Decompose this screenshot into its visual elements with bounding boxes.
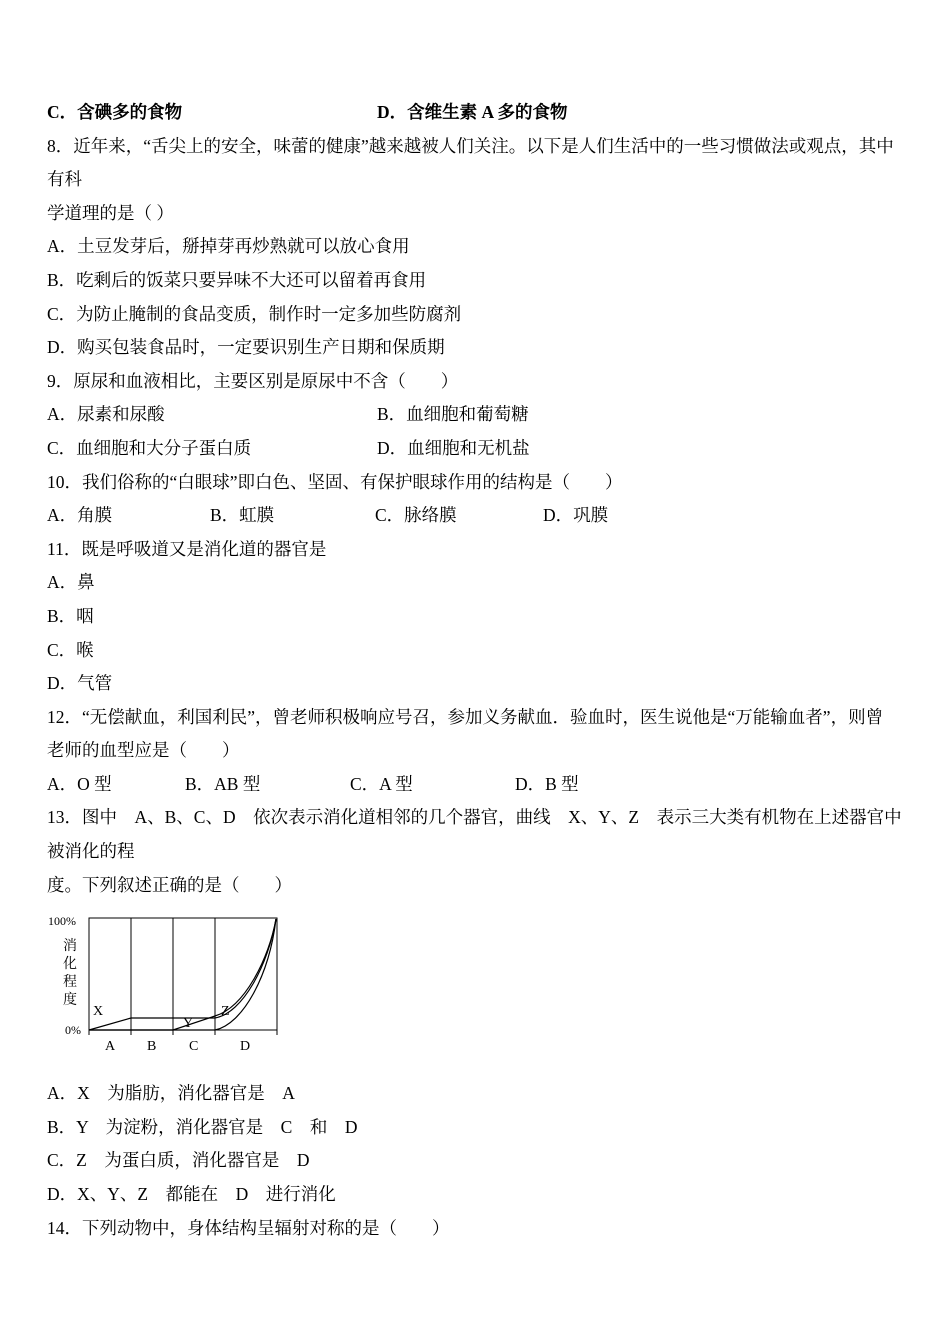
x-label-d: D [240,1039,251,1055]
ylabel-char-4: 度 [63,993,77,1009]
q12-stem-line1: 12．“无偿献血，利国利民”，曾老师积极响应号召，参加义务献血．验血时，医生说他是“万能输血者”，则曾 [47,706,884,727]
q10-option-b: B．虹膜 [210,505,275,526]
curve-y [89,919,276,1030]
curve-x [89,919,276,1030]
q13-stem-line2: 度。下列叙述正确的是（ ） [47,874,292,895]
q9-options-row1 [47,398,905,432]
q11-stem: 11．既是呼吸道又是消化道的器官是 [47,538,327,559]
q13-option-d: D．X、Y、Z 都能在 D 进行消化 [47,1184,336,1205]
ylabel-char-2: 化 [63,957,77,973]
q12-option-c: C．A 型 [350,773,413,794]
q9-options-row2 [47,432,905,466]
q9-stem: 9．原尿和血液相比，主要区别是原尿中不含（ ） [47,370,459,391]
y-min-label: 0% [65,1023,81,1038]
q11-option-a: A．鼻 [47,572,95,593]
q14-stem: 14．下列动物中，身体结构呈辐射对称的是（ ） [47,1217,450,1238]
ylabel-char-1: 消 [63,939,77,955]
ylabel-char-3: 程 [63,975,77,991]
q8-option-a: A．土豆发芽后，掰掉芽再炒熟就可以放心食用 [47,236,410,257]
x-label-a: A [105,1039,116,1055]
q11-option-c: C．喉 [47,639,94,660]
q8-option-d: D．购买包装食品时，一定要识别生产日期和保质期 [47,337,445,358]
q8-option-b: B．吃剩后的饭菜只要异味不大还可以留着再食用 [47,269,427,290]
q7-option-d: D．含维生素 A 多的食物 [377,102,568,122]
q11-option-d: D．气管 [47,673,113,694]
x-label-b: B [147,1039,157,1055]
curve-label-y: Y [183,1016,194,1032]
q9-option-c: C．血细胞和大分子蛋白质 [47,437,252,458]
q8-option-c: C．为防止腌制的食品变质，制作时一定多加些防腐剂 [47,303,462,324]
q13-digestion-chart [47,910,905,1065]
q10-stem: 10．我们俗称的“白眼球”即白色、坚固、有保护眼球作用的结构是（ ） [47,471,623,492]
q11-option-b: B．咽 [47,605,94,626]
q10-option-d: D．巩膜 [543,505,609,526]
q12-option-b: B．AB 型 [185,773,261,794]
q10-options-row [47,499,905,533]
q10-option-a: A．角膜 [47,505,113,526]
q12-options-row [47,768,905,802]
digestion-degree-plot [47,910,312,1060]
q8-stem-line1: 8．近年来，“舌尖上的安全，味蕾的健康”越来越被人们关注。以下是人们生活中的一些习惯做法或观点，其中有科 [47,135,894,190]
q9-option-b: B．血细胞和葡萄糖 [377,404,529,425]
q13-stem-line1: 13．图中 A、B、C、D 依次表示消化道相邻的几个器官，曲线 X、Y、Z 表示三大类有机物在上述器官中被消化的程 [47,807,902,862]
q13-option-c: C．Z 为蛋白质，消化器官是 D [47,1150,310,1171]
curve-label-x: X [93,1004,104,1020]
q7-options-row [47,96,905,130]
q10-option-c: C．脉络膜 [375,505,457,526]
q13-option-b: B．Y 为淀粉，消化器官是 C 和 D [47,1116,358,1137]
q12-option-d: D．B 型 [515,773,579,794]
x-label-c: C [189,1039,199,1055]
q8-stem-line2: 学道理的是（ ） [47,202,174,223]
curve-z [89,919,276,1030]
q9-option-a: A．尿素和尿酸 [47,404,165,425]
q9-option-d: D．血细胞和无机盐 [377,437,530,458]
y-max-label: 100% [48,914,76,929]
curve-label-z: Z [221,1004,230,1020]
q13-option-a: A．X 为脂肪，消化器官是 A [47,1083,295,1104]
q7-option-c: C．含碘多的食物 [47,102,183,122]
q12-option-a: A．O 型 [47,773,112,794]
q12-stem-line2: 老师的血型应是（ ） [47,740,240,761]
